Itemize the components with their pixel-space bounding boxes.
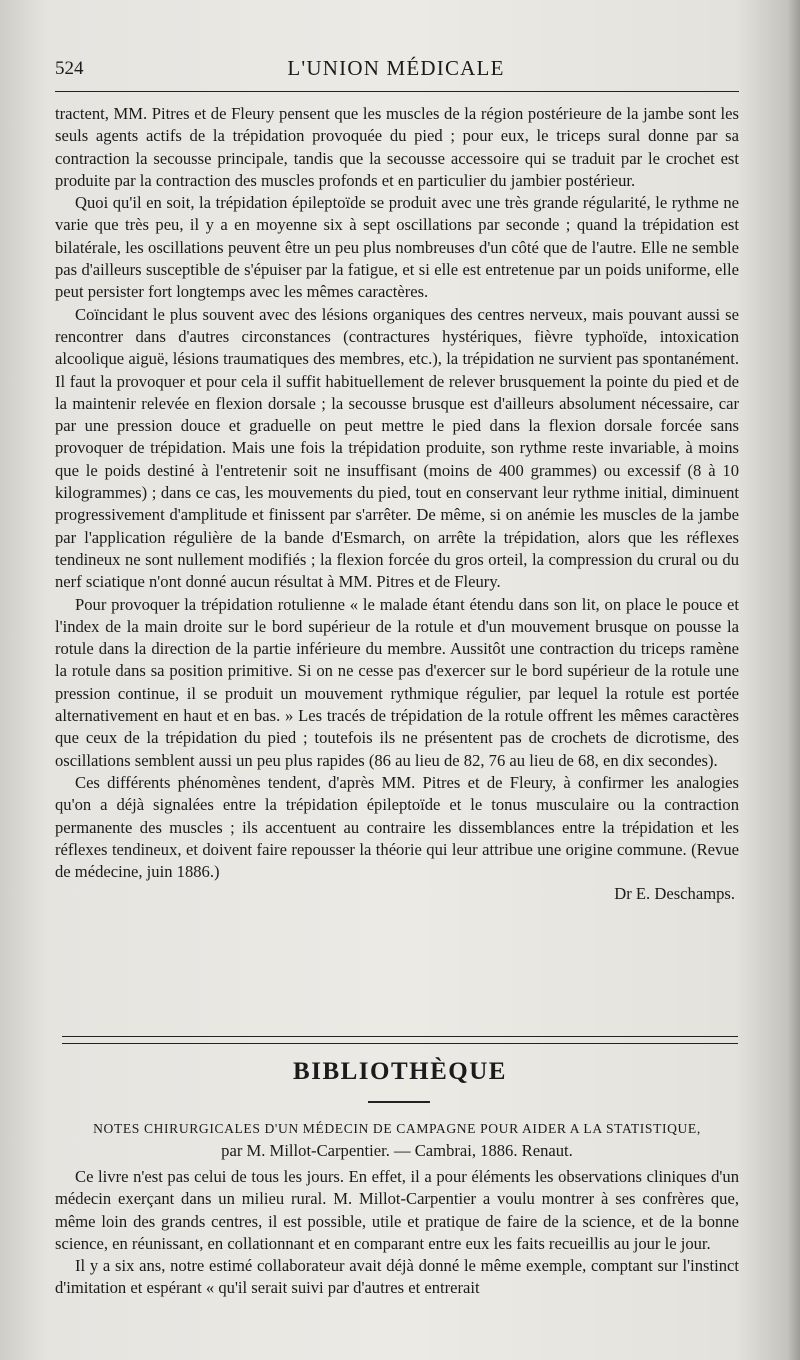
review-paragraph: Ce livre n'est pas celui de tous les jours. En effet, il a pour éléments les observations cliniques d'un médecin exerçant dans un milieu rural. M. Millot-Carpentier a voulu montrer à ses confrères que, même loin des grands centres, il est possible, utile et pratique de faire de la science, et de la bonne science, en réunissant, en collationnant et en comparant entre eux les faits recueillis au jour le jour. <box>55 1167 739 1253</box>
article-paragraph: Pour provoquer la trépidation rotulienne « le malade étant étendu dans son lit, on place le pouce et l'index de la main droite sur le bord supérieur de la rotule et d'un mouvement brusque on pousse la rotule dans la direction de la partie inférieure du membre. Aussitôt une contraction du triceps ramène la rotule dans sa position primitive. Si on ne cesse pas d'exercer sur le bord supérieur de la rotule une pression continue, il se produit un mouvement rythmique régulier, par lequel la rotule est portée alternativement en haut et en bas. » Les tracés de trépidation de la rotule offrent les mêmes caractères que ceux de la trépidation du pied ; toutefois ils ne présentent pas de crochets de dicrotisme, des oscillations semblent aussi un peu plus rapides (86 au lieu de 82, 76 au lieu de 68, en dix secondes). <box>55 594 739 770</box>
review-paragraph: Il y a six ans, notre estimé collaborateur avait déjà donné le même exemple, comptant sur l'instinct d'imitation et espérant « qu'il serait suivi par d'autres et entrerait <box>55 1256 739 1298</box>
citation: (Revue de médecine, juin 1886.) <box>55 839 739 882</box>
review-body <box>55 1166 739 1300</box>
journal-title: L'UNION MÉDICALE <box>287 56 505 80</box>
section-title: BIBLIOTHÈQUE <box>293 1058 507 1085</box>
page-number: 524 <box>55 58 84 79</box>
article-paragraph: Quoi qu'il en soit, la trépidation épileptoïde se produit avec une très grande régularité, le rythme ne varie que très peu, il y a en moyenne six à sept oscillations par seconde ; quand la trépidation est bilatérale, les oscillations peuvent être un peu plus nombreuses d'un côté que de l'autre. Elle ne semble pas d'ailleurs susceptible de s'épuiser par la fatigue, et si elle est entretenue par un poids uniforme, elle peut persister fort longtemps avec les mêmes caractères. <box>55 193 739 302</box>
article-body <box>55 103 739 906</box>
article-paragraph: tractent, MM. Pitres et de Fleury pensent que les muscles de la région postérieure de la jambe sont les seuls agents actifs de la trépidation provoquée du pied ; pour eux, le triceps sural donne par sa contraction la secousse principale, tandis que la secousse accessoire qui se traduit par le crochet est produite par la contraction des muscles profonds et en particulier du jambier postérieur. <box>55 104 739 190</box>
running-head <box>55 56 737 86</box>
article-paragraph <box>55 772 739 883</box>
book-spine-shadow <box>786 0 800 1360</box>
section-divider <box>62 1036 738 1044</box>
article-paragraph: Coïncidant le plus souvent avec des lésions organiques des centres nerveux, mais pouvant aussi se rencontrer dans d'autres circonstances (contractures hystériques, fièvre typhoïde, intoxication alcoolique aiguë, lésions traumatiques des membres, etc.), la trépidation ne survient pas spontanément. Il faut la provoquer et pour cela il suffit habituellement de relever brusquement la pointe du pied et de la maintenir relevée en flexion dorsale ; la secousse brusque est d'ailleurs absolument nécessaire, car par une pression douce et graduelle on peut mettre le pied dans la flexion dorsale forcée sans provoquer de trépidation. Mais une fois la trépidation produite, son rythme reste invariable, à moins que le poids destiné à l'entretenir soit ne insuffisant (moins de 400 grammes) ou excessif (8 à 10 kilogrammes) ; dans ce cas, les mouvements du pied, tout en conservant leur rythme initial, diminuent progressivement d'amplitude et finissent par s'arrêter. De même, si on anémie les muscles de la jambe par l'application régulière de la bande d'Esmarch, on arrête la trépidation, alors que les réflexes tendineux ne sont nullement modifiés ; la flexion forcée du gros orteil, la compression du crural ou du nerf sciatique n'ont donné aucun résultat à MM. Pitres et de Fleury. <box>55 304 739 592</box>
article-paragraph-text: Ces différents phénomènes tendent, d'après MM. Pitres et de Fleury, à confirmer les analogies qu'on a déjà signalées entre la trépidation épileptoïde et le tonus musculaire ou la contraction permanente des muscles ; ils accentuent au contraire les dissemblances entre la trépidation et les réflexes tendineux, et doivent faire repousser la théorie qui leur attribue une origine commune. <box>55 772 739 859</box>
book-reference <box>55 1118 739 1162</box>
title-underline <box>368 1101 430 1103</box>
book-title: NOTES CHIRURGICALES D'UN MÉDECIN DE CAMPAGNE POUR AIDER A LA STATISTIQUE, <box>93 1121 701 1136</box>
author-signature: Dr E. Deschamps. <box>614 884 735 904</box>
book-author: par M. Millot-Carpentier. — Cambrai, 1886. Renaut. <box>221 1141 573 1160</box>
header-rule <box>55 91 739 92</box>
